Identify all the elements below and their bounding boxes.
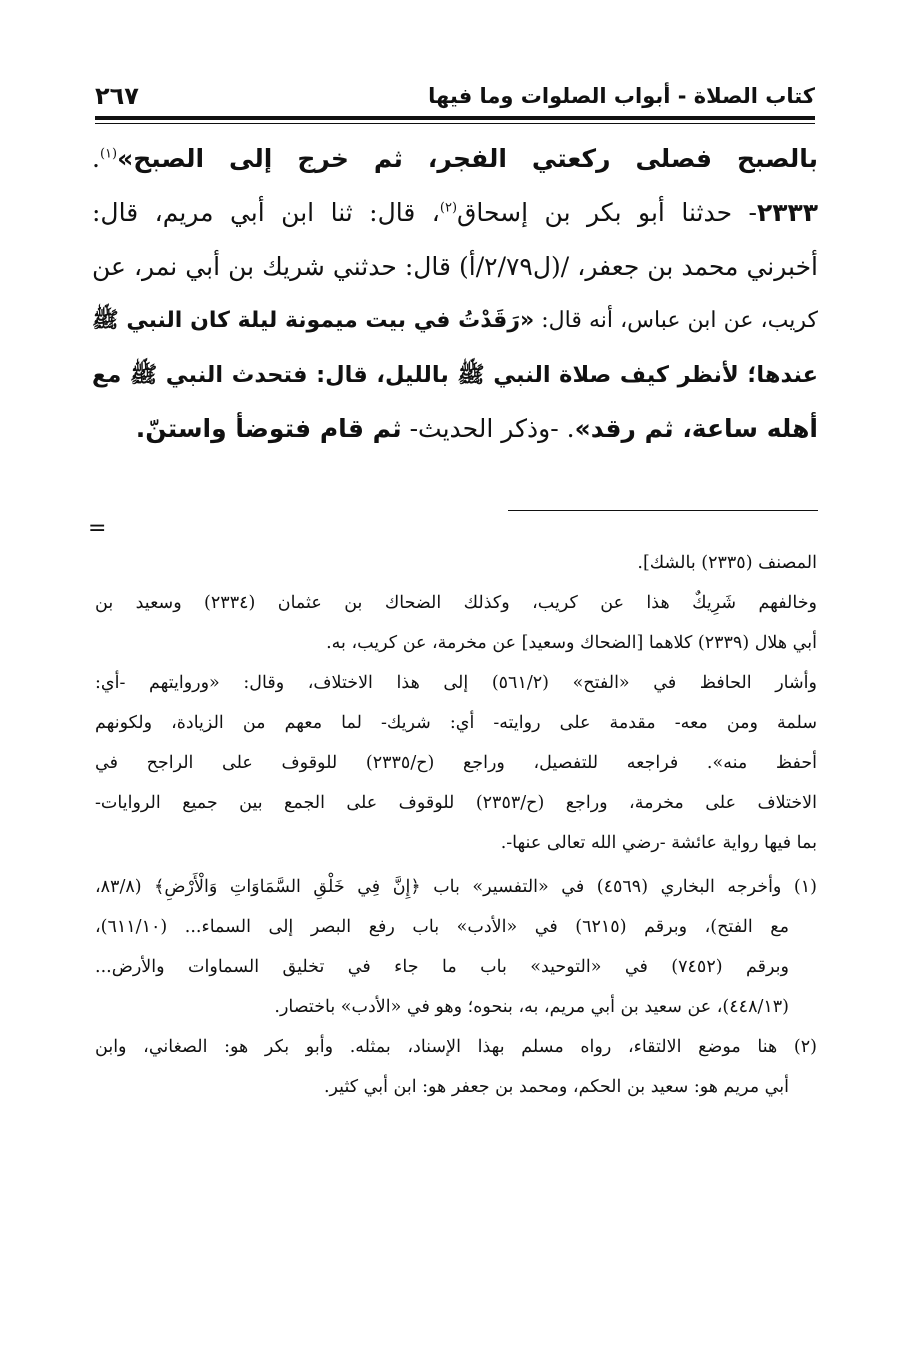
footnote-line: بما فيها رواية عائشة -رضي الله تعالى عنها-. [500,833,817,853]
footnote-line: وأشار الحافظ في «الفتح» (٥٦١/٢) إلى هذا الاختلاف، وقال: «وروايتهم -أي: [95,673,817,693]
main-line-5: عندها؛ لأنظر كيف صلاة النبي ﷺ بالليل، قال: فتحدث النبي ﷺ مع [92,362,818,388]
main-line-6 [92,402,818,456]
chapter-title: كتاب الصلاة - أبواب الصلوات وما فيها [428,84,815,108]
hadith-number: ٢٣٣٣ [756,198,818,227]
footnote-separator [508,510,818,511]
footnote-ref-1: (١) [99,146,118,162]
footnote-line: وخالفهم شَرِيكٌ هذا عن كريب، وكذلك الضحاك بن عثمان (٢٣٣٤) وسعيد بن [95,593,817,613]
footnote-2-line: أبي مريم هو: سعيد بن الحكم، ومحمد بن جعفر هو: ابن أبي كثير. [323,1077,789,1097]
page-number: ٢٦٧ [95,82,139,110]
narrator-note: . -وذكر الحديث- [401,414,575,443]
isnad-text: كريب، عن ابن عباس، أنه قال: [534,308,818,333]
hadith-text-end: ثم قام فتوضأ واستنّ. [135,414,402,443]
hadith-text: «رَقَدْتُ في بيت ميمونة ليلة كان النبي ﷺ [92,308,535,333]
footnote-line: أبي هلال (٢٣٣٩) كلاهما [الضحاك وسعيد] عن مخرمة، عن كريب، به. [326,633,817,653]
isnad-text-cont: ، قال: ثنا ابن أبي مريم، قال: [92,198,440,227]
main-line-3: أخبرني محمد بن جعفر، /(ل٢/٧٩/أ) قال: حدثني شريك بن أبي نمر، عن [92,252,818,281]
footnote-line: أحفظ منه». فراجعه للتفصيل، وراجع (ح/٢٣٣٥) للوقوف على الراجح في [95,753,818,773]
footnotes [95,543,817,1107]
footnote-2-line: (٢) هنا موضع الالتقاء، رواه مسلم بهذا الإسناد، بمثله. وأبو بكر هو: الصغاني، وابن [95,1037,817,1057]
footnote-line: الاختلاف على مخرمة، وراجع (ح/٢٣٥٣) للوقوف على الجمع بين جميع الروايات- [95,793,817,813]
footnote-1-line: مع الفتح)، وبرقم (٦٢١٥) في «الأدب» باب رفع البصر إلى السماء... (٦١١/١٠)، [95,917,789,937]
footnote-1-line: (٤٤٨/١٣)، عن سعيد بن أبي مريم، به، بنحوه؛ وهو في «الأدب» باختصار. [274,997,789,1017]
hadith-text: أهله ساعة، ثم رقد» [574,414,818,443]
footnote-1-line: (١) وأخرجه البخاري (٤٥٦٩) في «التفسير» باب ﴿إِنَّ فِي خَلْقِ السَّمَاوَاتِ وَالْأَرْضِ﴾ (٨٣/٨، [95,877,817,897]
footnote-ref-2: (٢) [439,200,458,216]
hadith-text: بالصبح فصلى ركعتي الفجر، ثم خرج إلى الصبح» [117,144,818,173]
header-rule-thick [95,116,815,120]
main-text [92,132,818,456]
main-line-1 [92,132,818,186]
main-line-4 [92,294,818,348]
header-rule-thin [95,123,815,124]
main-line-2 [92,186,818,240]
punctuation: . [92,144,100,173]
footnote-line: سلمة ومن معه- مقدمة على روايته- أي: شريك- لما معهم من الزيادة، ولكونهم [95,713,817,733]
footnote-1-line: وبرقم (٧٤٥٢) في «التوحيد» باب ما جاء في تخليق السماوات والأرض... [95,957,789,977]
continuation-mark: = [88,516,107,541]
footnote-line: المصنف (٢٣٣٥) بالشك]. [637,553,817,573]
isnad-text: - حدثنا أبو بكر بن إسحاق [457,198,757,227]
running-header [95,78,815,114]
